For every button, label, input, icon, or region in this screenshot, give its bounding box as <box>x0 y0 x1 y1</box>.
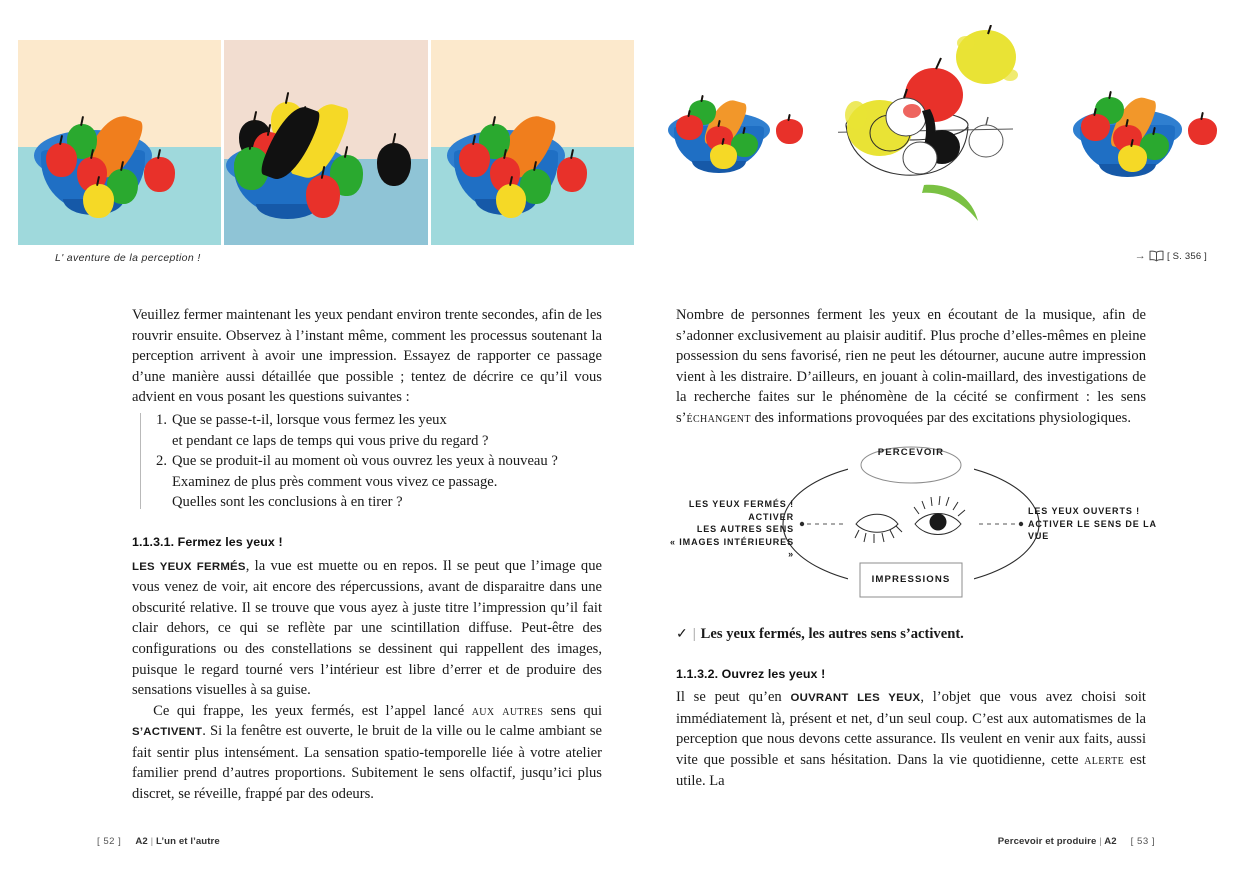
intro-paragraph: Veuillez fermer maintenant les yeux pendant environ trente secondes, afin de les rouvrir ensuite. Observez à l’instant même, comment les processus soutenant la perception arrivent à avoir une impression. Essayez de rapporter ce passage d’une manière aussi détaillée que possible ; tentez de décrire ce qu’il vous advient en vous posant les questions suivantes : <box>132 307 602 406</box>
small-caps-phrase: échangent <box>686 409 751 426</box>
paragraph-music-listening <box>676 305 1146 429</box>
question-list <box>132 410 602 513</box>
paragraph-other-senses <box>132 701 602 805</box>
summary-check-line <box>676 623 1146 645</box>
check-separator: | <box>692 626 696 642</box>
reference-marker <box>1135 250 1207 262</box>
diagram-label-left <box>666 498 794 561</box>
question-line: Que se passe-t-il, lorsque vous fermez les yeux <box>172 411 447 428</box>
lead-in-small-caps: LES YEUX FERMÉS <box>132 560 246 573</box>
paragraph-closed-eyes <box>132 556 602 701</box>
diagram-label-line: LES YEUX OUVERTS ! <box>1028 506 1141 516</box>
apple-yellow-icon <box>83 184 113 219</box>
figure-right-group <box>668 25 1234 245</box>
page-number-right: [ 53 ] <box>1130 836 1155 847</box>
diagram-label-line: ACTIVER <box>748 511 794 522</box>
diagram-label-line: ACTIVER LE SENS DE LA VUE <box>1028 518 1157 541</box>
question-line: Examinez de plus près comment vous vivez ce passage. <box>172 473 498 490</box>
apple-black-icon <box>377 143 412 186</box>
bowl-colour-right <box>1073 80 1233 185</box>
section-heading-1-1-3-2: 1.1.3.2. Ouvrez les yeux ! <box>676 666 826 681</box>
figure-caption: L' aventure de la perception ! <box>55 252 201 264</box>
paragraph-body: des informations provoquées par des excitations physiologiques. <box>750 409 1131 426</box>
footer-right <box>998 836 1155 847</box>
closed-eye-icon <box>855 514 902 543</box>
page-number-left: [ 52 ] <box>97 836 122 847</box>
apple-red-icon <box>676 115 703 140</box>
paragraph-body: Nombre de personnes ferment les yeux en écoutant de la musique, afin de s’adonner exclusivement au plaisir auditif. Plus proche d’elles-mêmes en pleine possession du sens favorisé, rien ne peut les détourner, aucune autre impression vient à les distraire. D’ailleurs, en jouant à colin-maillard, des investigations de la recherche faites sur le phénomène de la cécité se confirment : les sens s’ <box>676 307 1146 426</box>
bowl-colour-left <box>668 85 818 180</box>
small-caps-phrase: aux autres <box>471 702 544 719</box>
apple-red-icon <box>1188 118 1217 145</box>
apple-red-icon <box>144 157 174 192</box>
panel-3-flat-colour-fruit-bowl <box>431 40 634 245</box>
arrow-right-icon: → <box>1134 249 1146 262</box>
reference-label: [ S. 356 ] <box>1166 250 1207 262</box>
figure-three-panels <box>18 40 634 245</box>
node-impressions-label: IMPRESSIONS <box>871 574 951 585</box>
right-text-column <box>676 305 1146 429</box>
list-item <box>154 410 602 451</box>
running-head-right <box>998 836 1117 847</box>
apple-yellow-icon <box>710 144 737 169</box>
paragraph-body: . Si la fenêtre est ouverte, le bruit de la ville ou le calme ambiant se fait sentir plus intensément. La sensation spatio-temporelle liée à votre atelier familier prend d’autres proportions. Subitement le sens olfactif, jusqu’ici plus discret, se réveille, frappé par des odeurs. <box>132 723 602 803</box>
paragraph-body: , la vue est muette ou en repos. Il se peut que l’image que vous venez de voir, ait encore des répercussions, avant de disparaitre dans une obscurité relative. Il se trouve que vous ayez à juste titre l’impression qu’il fait clair dehors, ce qui se reflète par une scintillation diffuse. Peut-être des configurations ou des constellations se dessinent qui rappellent des images, puisque le regard tourné vers l’intérieur est libre d’errer et de produire des sensations visuelles à sa guise. <box>132 557 602 699</box>
running-head-left <box>135 836 219 847</box>
bold-small-caps-phrase: OUVRANT LES YEUX <box>790 692 921 705</box>
apple-red-icon <box>459 143 489 178</box>
question-line: Quelles sont les conclusions à en tirer ? <box>172 494 403 511</box>
connector-dot-right <box>1019 522 1023 526</box>
question-number: 1. <box>156 411 167 428</box>
page-footer <box>0 836 1252 852</box>
running-head-title: L’un et l’autre <box>155 836 220 847</box>
section-heading-1-1-3-1: 1.1.3.1. Fermez les yeux ! <box>132 534 283 549</box>
node-percevoir-label: PERCEVOIR <box>877 447 945 458</box>
open-book-icon <box>1149 250 1164 262</box>
open-eye-icon <box>914 496 965 535</box>
diagram-label-line: LES YEUX FERMÉS ! <box>688 499 794 509</box>
perception-cycle-diagram <box>669 440 1157 610</box>
running-head-section: A2 <box>135 836 148 847</box>
bold-small-caps-phrase: S’ACTIVENT <box>132 726 203 739</box>
running-head-title: Percevoir et produire <box>997 836 1097 847</box>
panel-2-painted-fruit-bowl-black-banana <box>224 40 427 245</box>
paragraph-body: sens qui <box>543 702 602 719</box>
paragraph-body: est utile. La <box>676 751 1146 789</box>
sketch-illustration <box>838 25 1088 245</box>
diagram-label-line: « IMAGES INTÉRIEURES » <box>669 536 794 559</box>
panel-1-flat-colour-fruit-bowl <box>18 40 221 245</box>
left-text-column <box>132 305 602 805</box>
diagram-label-right <box>1028 505 1178 543</box>
checkmark-icon: ✓ <box>676 625 688 641</box>
apple-red-icon <box>776 119 803 144</box>
paragraph-body: Il se peut qu’en <box>676 689 791 706</box>
list-item <box>154 451 602 513</box>
apple-yellow-icon <box>1118 145 1147 172</box>
apple-red-icon <box>46 143 76 178</box>
question-number: 2. <box>156 453 167 470</box>
footer-left <box>97 836 220 847</box>
diagram-label-line: LES AUTRES SENS <box>696 524 794 534</box>
summary-text: Les yeux fermés, les autres sens s’activent. <box>700 626 964 642</box>
small-caps-phrase: alerte <box>1084 751 1125 768</box>
running-head-separator: | <box>150 836 154 847</box>
running-head-separator: | <box>1099 836 1102 847</box>
question-line: et pendant ce laps de temps qui vous prive du regard ? <box>172 432 489 449</box>
sketch-exploded-bowl-centre <box>838 25 1088 245</box>
paragraph-body: , l’objet que vous avez choisi soit immédiatement là, présent et net, d’un seul coup. C’est aux automatismes de la perception que nous devons cette assurance. Ils veulent en venir aux faits, aussi vite que possible et sans hésitation. Dans la vie quotidienne, cette <box>676 689 1146 768</box>
running-head-section: A2 <box>1104 836 1117 847</box>
right-text-column-lower <box>676 623 1146 791</box>
paragraph-open-eyes <box>676 687 1146 791</box>
connector-dot-left <box>800 522 804 526</box>
question-line: Que se produit-il au moment où vous ouvrez les yeux à nouveau ? <box>172 453 558 470</box>
apple-red-icon <box>557 157 587 192</box>
apple-red-icon <box>1081 114 1110 141</box>
paragraph-body: Ce qui frappe, les yeux fermés, est l’appel lancé <box>153 702 472 719</box>
